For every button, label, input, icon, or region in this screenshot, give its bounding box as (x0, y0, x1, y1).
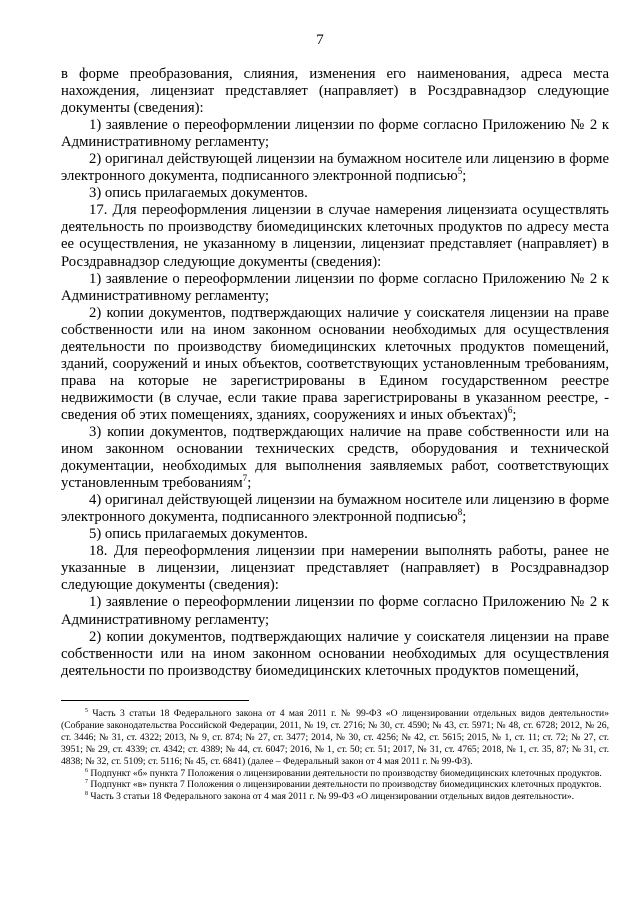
paragraph: в форме преобразования, слияния, изменения его наименования, адреса места нахождения, лицензиат представляет (направляет) в Росздравнадзор следующие документы (сведения): (61, 66, 609, 117)
list-item: 2) копии документов, подтверждающих наличие у соискателя лицензии на праве собственности или на ином законном основании необходимых для осуществления деятельности по производству биомедицинских клеточных продуктов помещений, зданий, сооружений и иных объектов, соответствующих установленным требованиям, права на которые не зарегистрированы в Едином государственном реестре недвижимости (в случае, если такие права зарегистрированы в указанном реестре, - сведения об этих помещениях, зданиях, сооружениях и иных объектах)$^6$; (61, 304, 609, 423)
page-number: 7 (316, 32, 324, 48)
footnote-mark: 8 (85, 791, 88, 798)
footnote: $^5$ Часть 3 статьи 18 Федерального закона от 4 мая 2011 г. № 99-ФЗ «О лицензировании отдельных видов деятельности» (Собрание законодательства Российской Федерации, 2011, № 19, ст. 2716; № 30, ст. 4590; № 43, ст. 5971; № 48, ст. 6728; 2012, № 26, ст. 3446; № 31, ст. 4322; 2013, № 9, ст. 874; № 27, ст. 3477; 2014, № 30, ст. 4256; № 42, ст. 5615; 2015, № 1, ст. 11; ст. 72; № 27, ст. 3951; № 29, ст. 4339; ст. 4342; ст. 4389; № 44, ст. 6047; 2016, № 1, ст. 50; ст. 51; 2017, № 31, ст. 4765; 2018, № 1, ст. 35, 87; № 31, ст. 4838; № 32, ст. 5109; ст. 5116; № 45, ст. 6841) (далее – Федеральный закон от 4 мая 2011 г. № 99-ФЗ). (61, 707, 609, 767)
body-text (61, 66, 609, 680)
list-item: 2) оригинал действующей лицензии на бумажном носителе или лицензию в форме электронного документа, подписанного электронной подписью$^5$; (61, 151, 609, 185)
list-item: 3) опись прилагаемых документов. (89, 185, 308, 202)
list-item: 2) копии документов, подтверждающих наличие у соискателя лицензии на праве собственности или на ином законном основании необходимых для осуществления деятельности по производству биомедицинских клеточных продуктов помещений, (61, 628, 609, 679)
list-item: 1) заявление о переоформлении лицензии по форме согласно Приложению № 2 к Административному регламенту; (61, 117, 609, 151)
footnote-ref: 7 (242, 473, 248, 484)
list-item: 1) заявление о переоформлении лицензии по форме согласно Приложению № 2 к Административному регламенту; (61, 594, 609, 628)
footnote-mark: 5 (85, 707, 88, 714)
list-item: 5) опись прилагаемых документов. (89, 526, 308, 543)
footnote: $^8$ Часть 3 статьи 18 Федерального закона от 4 мая 2011 г. № 99-ФЗ «О лицензировании отдельных видов деятельности». (85, 791, 575, 803)
list-item: 3) копии документов, подтверждающих наличие на праве собственности или на ином законном основании технических средств, оборудования и технической документации, необходимых для выполнения заявляемых работ, соответствующих установленным требованиям$^7$; (61, 423, 609, 492)
clause-17: 17. Для переоформления лицензии в случае намерения лицензиата осуществлять деятельность по производству биомедицинских клеточных продуктов по адресу места ее осуществления, не указанному в лицензии, лицензиат представляет (направляет) в Росздравнадзор следующие документы (сведения): (61, 202, 609, 270)
footnote: $^7$ Подпункт «в» пункта 7 Положения о лицензировании деятельности по производству биомедицинских клеточных продуктов. (85, 779, 602, 791)
list-item: 1) заявление о переоформлении лицензии по форме согласно Приложению № 2 к Административному регламенту; (61, 270, 609, 304)
footnote-ref: 6 (507, 405, 513, 416)
clause-18: 18. Для переоформления лицензии при намерении выполнять работы, ранее не указанные в лицензии, лицензиат представляет (направляет) в Росздравнадзор следующие документы (сведения): (61, 543, 609, 594)
footnote-mark: 6 (85, 767, 88, 774)
footnote: $^6$ Подпункт «б» пункта 7 Положения о лицензировании деятельности по производству биомедицинских клеточных продуктов. (85, 767, 602, 779)
footnote-separator (61, 700, 249, 701)
list-item: 4) оригинал действующей лицензии на бумажном носителе или лицензию в форме электронного документа, подписанного электронной подписью$^8$; (61, 492, 609, 526)
footnote-ref: 8 (457, 507, 463, 518)
footnote-mark: 7 (85, 779, 88, 786)
footnote-ref: 5 (457, 166, 463, 177)
footnotes (61, 708, 609, 803)
